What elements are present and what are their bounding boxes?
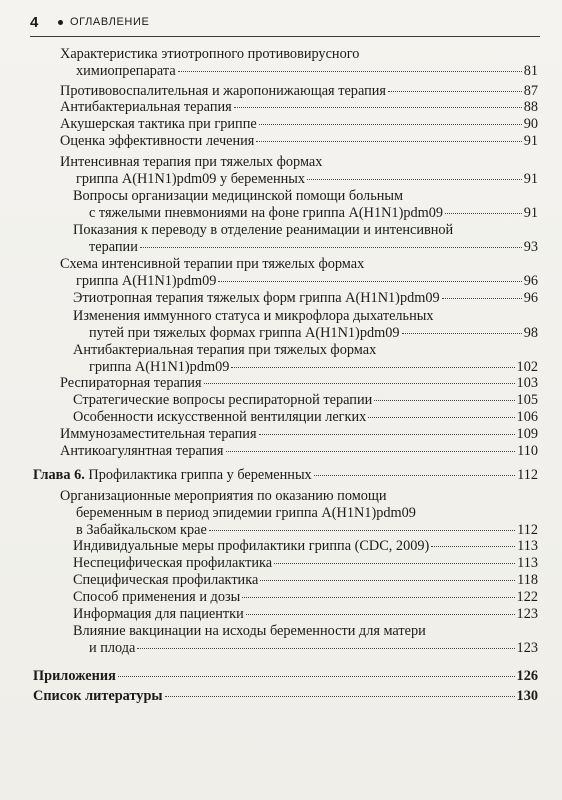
toc-page-number: 96: [523, 273, 538, 289]
toc-page-number: 109: [516, 426, 538, 442]
toc-dot-leader: [256, 141, 521, 142]
toc-entry-title: Организационные мероприятия по оказанию помощи: [60, 488, 387, 504]
toc-entry-title: Антибактериальная терапия при тяжелых формах: [73, 342, 377, 358]
toc-dot-leader: [165, 696, 515, 697]
toc-page-number: 118: [517, 572, 538, 588]
toc-entry[interactable]: [73, 342, 538, 376]
toc-entry[interactable]: [60, 256, 538, 290]
toc-entry[interactable]: [73, 188, 538, 222]
toc-entry-title: Способ применения и дозы: [73, 589, 241, 605]
toc-page-number: 123: [516, 606, 538, 622]
toc-page-number: 110: [517, 443, 538, 459]
toc-entry-title: Оценка эффективности лечения: [60, 133, 255, 149]
toc-entry[interactable]: [73, 606, 538, 623]
toc-dot-leader: [234, 107, 522, 108]
toc-page-number: 112: [517, 467, 538, 483]
toc-entry[interactable]: [73, 538, 538, 555]
toc-entry-title: Индивидуальные меры профилактики гриппа (CDC, 2009): [73, 538, 430, 554]
toc-dot-leader: [388, 91, 522, 92]
toc-entry-title: Антикоагулянтная терапия: [60, 443, 224, 459]
toc-dot-leader: [368, 417, 514, 418]
toc-page-number: 81: [523, 63, 538, 79]
toc-dot-leader: [226, 451, 516, 452]
running-header-title: ОГЛАВЛЕНИЕ: [70, 16, 150, 28]
toc-dot-leader: [274, 563, 515, 564]
toc-entry[interactable]: [60, 83, 538, 100]
toc-entry-title: и плода: [89, 640, 136, 656]
toc-entry-title: в Забайкальском крае: [76, 522, 207, 538]
toc-entry-title: гриппа A(H1N1)pdm09 у беременных: [76, 171, 306, 187]
toc-dot-leader: [242, 597, 514, 598]
toc-dot-leader: [231, 367, 514, 368]
toc-entry[interactable]: [60, 46, 538, 80]
toc-page-number: 90: [523, 116, 538, 132]
toc-entry-title: гриппа A(H1N1)pdm09: [76, 273, 217, 289]
toc-entry[interactable]: [33, 467, 538, 484]
toc-entry[interactable]: [60, 116, 538, 133]
toc-entry[interactable]: [60, 426, 538, 443]
toc-dot-leader: [314, 475, 515, 476]
toc-entry-title: Особенности искусственной вентиляции легких: [73, 409, 367, 425]
toc-entry-title: путей при тяжелых формах гриппа A(H1N1)pdm09: [89, 325, 400, 341]
toc-entry-title: терапии: [89, 239, 138, 255]
toc-entry-title: Глава 6. Профилактика гриппа у беременных: [33, 467, 312, 483]
toc-page-number: 93: [523, 239, 538, 255]
toc-entry-title: Неспецифическая профилактика: [73, 555, 273, 571]
toc-page-number: 105: [516, 392, 538, 408]
toc-entry-title: Влияние вакцинации на исходы беременности для матери: [73, 623, 426, 639]
toc-entry-title: Приложения: [33, 668, 116, 684]
toc-dot-leader: [137, 648, 514, 649]
toc-entry-title: Список литературы: [33, 688, 163, 704]
toc-page-number: 112: [517, 522, 538, 538]
toc-page-number: 113: [517, 555, 538, 571]
toc-page-number: 102: [516, 359, 538, 375]
toc-entry-title: беременным в период эпидемии гриппа A(H1N1)pdm09: [76, 505, 416, 521]
toc-entry-title: Антибактериальная терапия: [60, 99, 232, 115]
toc-dot-leader: [259, 434, 515, 435]
toc-entry-title: Респираторная терапия: [60, 375, 202, 391]
toc-entry[interactable]: [73, 555, 538, 572]
toc-dot-leader: [402, 333, 522, 334]
toc-entry-title: Специфическая профилактика: [73, 572, 259, 588]
toc-dot-leader: [118, 676, 515, 677]
toc-entry-title: Стратегические вопросы респираторной терапии: [73, 392, 373, 408]
toc-dot-leader: [246, 614, 515, 615]
toc-dot-leader: [307, 179, 522, 180]
toc-page-number: 122: [516, 589, 538, 605]
toc-entry[interactable]: [73, 589, 538, 606]
toc-entry-title: химиопрепарата: [76, 63, 176, 79]
toc-page-number: 98: [523, 325, 538, 341]
toc-entry-title: с тяжелыми пневмониями на фоне гриппа A(H1N1)pdm09: [89, 205, 444, 221]
toc-page-number: 91: [523, 205, 538, 221]
toc-entry-title: Показания к переводу в отделение реанимации и интенсивной: [73, 222, 454, 238]
toc-dot-leader: [442, 298, 522, 299]
toc-page-number: 113: [517, 538, 538, 554]
toc-entry-title: Изменения иммунного статуса и микрофлора дыхательных: [73, 308, 434, 324]
toc-entry[interactable]: [33, 688, 538, 705]
toc-entry[interactable]: [60, 133, 538, 150]
page-number: 4: [30, 14, 39, 31]
toc-page-number: 91: [523, 133, 538, 149]
toc-dot-leader: [209, 530, 515, 531]
toc-dot-leader: [140, 247, 522, 248]
toc-entry[interactable]: [73, 409, 538, 426]
toc-entry-title: Интенсивная терапия при тяжелых формах: [60, 154, 323, 170]
toc-dot-leader: [260, 580, 515, 581]
toc-entry[interactable]: [33, 668, 538, 685]
toc-dot-leader: [178, 71, 522, 72]
toc-page-number: 91: [523, 171, 538, 187]
toc-entry[interactable]: [73, 572, 538, 589]
toc-entry-title: Этиотропная терапия тяжелых форм гриппа A(H1N1)pdm09: [73, 290, 440, 306]
toc-entry-title: Акушерская тактика при гриппе: [60, 116, 257, 132]
toc-page-number: 123: [516, 640, 538, 656]
running-header: [30, 14, 540, 37]
toc-entry[interactable]: [73, 308, 538, 342]
toc-page-number: 103: [516, 375, 538, 391]
toc-dot-leader: [204, 383, 515, 384]
toc-entry-title: Противовоспалительная и жаропонижающая терапия: [60, 83, 386, 99]
toc-entry[interactable]: [73, 290, 538, 307]
toc-entry-title: Схема интенсивной терапии при тяжелых формах: [60, 256, 365, 272]
toc-page-number: 130: [516, 688, 538, 704]
toc-dot-leader: [445, 213, 522, 214]
toc-entry-title: Вопросы организации медицинской помощи больным: [73, 188, 404, 204]
toc-entry[interactable]: [60, 488, 538, 539]
toc-page-number: 106: [516, 409, 538, 425]
toc-entry-title: Информация для пациентки: [73, 606, 244, 622]
toc-page-number: 126: [516, 668, 538, 684]
toc-dot-leader: [218, 281, 521, 282]
toc-dot-leader: [374, 400, 514, 401]
toc-entry[interactable]: [60, 99, 538, 116]
toc-entry-title: гриппа A(H1N1)pdm09: [89, 359, 230, 375]
toc-page-number: 88: [523, 99, 538, 115]
toc-entry[interactable]: [73, 623, 538, 657]
toc-entry[interactable]: [60, 375, 538, 392]
toc-entry[interactable]: [60, 154, 538, 188]
toc-dot-leader: [431, 546, 515, 547]
toc-entry[interactable]: [60, 443, 538, 460]
toc-entry[interactable]: [73, 222, 538, 256]
toc-page-number: 96: [523, 290, 538, 306]
toc-entry-title: Иммунозаместительная терапия: [60, 426, 257, 442]
toc-page-number: 87: [523, 83, 538, 99]
toc-dot-leader: [259, 124, 522, 125]
toc-entry[interactable]: [73, 392, 538, 409]
bullet-icon: [58, 20, 63, 25]
toc-entry-title: Характеристика этиотропного противовирусного: [60, 46, 360, 62]
